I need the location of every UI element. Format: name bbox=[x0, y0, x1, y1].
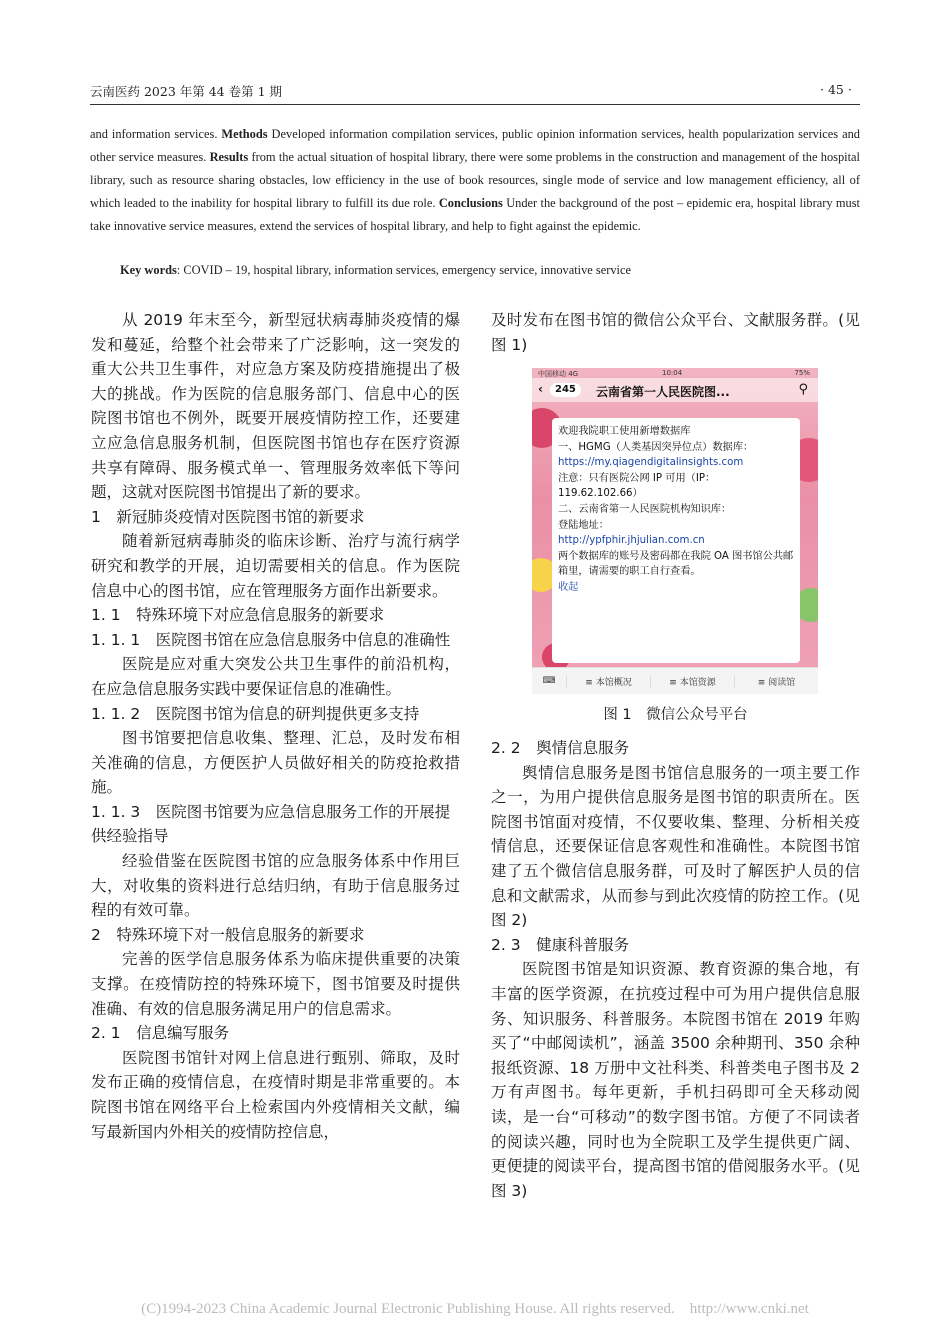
section-2-3-paragraph: 医院图书馆是知识资源、教育资源的集合地，有丰富的医学资源，在抗疫过程中可为用户提供信息服务、知识服务、科普服务。本院图书馆在 2019 年购买了“中邮阅读机”，涵盖 3500 余种期刊、350 余种报纸资源、18 万册中文社科类、科普类电子图书及 2 万有声图书。每年更新，手机扫码即可全天移动阅读，是一台“可移动”的数字图书馆。方便了不同读者的阅读兴趣，同时也为全院职工及学生提供更广阔、更便捷的阅读平台，提高图书馆的借阅服务水平。(见图 3) bbox=[491, 960, 860, 1200]
menu-item-reading[interactable]: ≡ 阅读馆 bbox=[734, 675, 818, 688]
section-2-1-heading: 2. 1 信息编写服务 bbox=[91, 1024, 230, 1043]
menu-item-resources[interactable]: ≡ 本馆资源 bbox=[650, 675, 734, 688]
section-1-paragraph: 随着新冠病毒肺炎的临床诊断、治疗与流行病学研究和教学的开展，迫切需要相关的信息。作为医院信息中心的图书馆，应在管理服务方面作出新要求。 bbox=[91, 532, 460, 600]
section-1-heading: 1 新冠肺炎疫情对医院图书馆的新要求 bbox=[91, 507, 365, 526]
keywords-label: Key words bbox=[120, 263, 177, 277]
section-1-1-3-paragraph: 经验借鉴在医院图书馆的应急服务体系中作用巨大，对收集的资料进行总结归纳，有助于信息服务过程的有效可靠。 bbox=[91, 852, 460, 920]
wechat-menu-bar bbox=[532, 667, 818, 694]
methods-label: Methods bbox=[221, 127, 268, 141]
collapse-link[interactable]: 收起 bbox=[558, 581, 579, 593]
section-2-2-heading: 2. 2 舆情信息服务 bbox=[491, 739, 630, 757]
profile-icon[interactable]: ⚲ bbox=[798, 382, 808, 397]
section-2-3-heading: 2. 3 健康科普服务 bbox=[491, 935, 630, 954]
keywords-text: : COVID – 19, hospital library, information services, emergency service, innovative service bbox=[176, 263, 631, 277]
msg-line: 注意：只有医院公网 IP 可用（IP：119.62.102.66） bbox=[558, 472, 716, 500]
section-2-1-paragraph: 医院图书馆针对网上信息进行甄别、筛取，及时发布正确的疫情信息，在疫情时期是非常重要的。本院图书馆在网络平台上检索国内外疫情相关文献，编写最新国内外相关的疫情防控信息， bbox=[91, 1048, 460, 1141]
msg-line: 两个数据库的账号及密码都在我院 OA 图书馆公共邮箱里，请需要的职工自行查看。 bbox=[558, 550, 794, 578]
figure-1-wechat-screenshot bbox=[532, 368, 818, 694]
abstract-en bbox=[90, 123, 860, 238]
message-bubble bbox=[552, 418, 800, 663]
unread-count-badge[interactable]: 245 bbox=[550, 383, 581, 397]
msg-link[interactable]: https://my.qiagendigitalinsights.com bbox=[558, 457, 744, 469]
msg-line: 一、HGMG（人类基因突异位点）数据库： bbox=[558, 441, 754, 453]
back-icon[interactable]: ‹ bbox=[538, 382, 543, 396]
continued-paragraph: 及时发布在图书馆的微信公众平台、文献服务群。(见图 1) bbox=[491, 311, 860, 354]
section-1-1-2-paragraph: 图书馆要把信息收集、整理、汇总，及时发布相关准确的信息，方便医护人员做好相关的防疫抢救措施。 bbox=[91, 729, 460, 797]
section-1-1-heading: 1. 1 特殊环境下对应急信息服务的新要求 bbox=[91, 606, 385, 625]
msg-line: 登陆地址： bbox=[558, 519, 609, 531]
results-text: from the actual situation of hospital library, there were some problems in the construction and management of the hospital library, such as resource sharing obstacles, low efficiency in the use of book resources, single mode of service and low management efficiency, all of which leaded to the inability for hospital library to fulfill its due role. bbox=[90, 150, 860, 210]
menu-item-overview[interactable]: ≡ 本馆概况 bbox=[566, 675, 650, 688]
journal-header: 云南医药 2023 年第 44 卷第 1 期 bbox=[90, 84, 283, 99]
left-column bbox=[91, 308, 460, 1144]
conclusions-label: Conclusions bbox=[438, 196, 503, 210]
page-number: · 45 · bbox=[820, 82, 852, 97]
section-1-1-2-heading: 1. 1. 2 医院图书馆为信息的研判提供更多支持 bbox=[91, 704, 420, 723]
section-2-2-paragraph: 舆情信息服务是图书馆信息服务的一项主要工作之一，为用户提供信息服务是图书馆的职责所在。医院图书馆面对疫情，不仅要收集、整理、分析相关疫情信息，还要保证信息客观性和准确性。本院图书馆建了五个微信信息服务群，可及时了解医护人员的信息和文献需求，从而参与到此次疫情的防控工作。(见图 2) bbox=[491, 763, 860, 930]
intro-paragraph: 从 2019 年末至今，新型冠状病毒肺炎疫情的爆发和蔓延，给整个社会带来了广泛影响，这一突发的重大公共卫生事件，对应急方案及防疫措施提出了极大的挑战。作为医院的信息服务部门、信息中心的医院图书馆也不例外，既要开展疫情防控工作，还要建立应急信息服务机制，但医院图书馆也存在医疗资源共享有障碍、服务模式单一、管理服务效率低下等问题，这就对医院图书馆提出了新的要求。 bbox=[91, 311, 460, 502]
keyboard-icon[interactable]: ⌨ bbox=[542, 676, 556, 686]
section-1-1-3-heading: 1. 1. 3 医院图书馆要为应急信息服务工作的开展提供经验指导 bbox=[91, 802, 451, 846]
wechat-title-bar bbox=[532, 378, 818, 402]
section-1-1-1-paragraph: 医院是应对重大突发公共卫生事件的前沿机构，在应急信息服务实践中要保证信息的准确性。 bbox=[91, 655, 460, 698]
methods-text: Developed information compilation services, public opinion information services, health popularization services and other service measures. bbox=[90, 127, 860, 164]
msg-link[interactable]: http://ypfphir.jhjulian.com.cn bbox=[558, 535, 705, 547]
conclusions-text: Under the background of the post – epidemic era, hospital library must take innovative service measures, extend the services of hospital library, and help to fight against the epidemic. bbox=[90, 196, 860, 233]
keywords bbox=[120, 259, 631, 282]
section-2-paragraph: 完善的医学信息服务体系为临床提供重要的决策支撑。在疫情防控的特殊环境下，图书馆要及时提供准确、有效的信息服务满足用户的信息需求。 bbox=[91, 950, 460, 1018]
chat-title: 云南省第一人民医院图... bbox=[596, 385, 730, 399]
msg-line: 欢迎我院职工使用新增数据库 bbox=[558, 426, 691, 437]
results-label: Results bbox=[209, 150, 249, 164]
phone-status-bar bbox=[532, 368, 818, 378]
figure-1-caption: 图 1 微信公众号平台 bbox=[603, 707, 748, 723]
status-time: 10:04 bbox=[662, 369, 683, 377]
copyright-footer: (C)1994-2023 China Academic Journal Electronic Publishing House. All rights reserved. http://www.cnki.net bbox=[141, 1301, 809, 1317]
battery-text: 75% bbox=[794, 369, 810, 377]
section-2-heading: 2 特殊环境下对一般信息服务的新要求 bbox=[91, 925, 365, 944]
right-column-top bbox=[491, 308, 860, 357]
right-column-bottom bbox=[491, 736, 860, 1203]
header-rule bbox=[90, 104, 860, 105]
carrier-text: 中国移动 4G bbox=[538, 370, 579, 378]
abstract-intro: and information services. bbox=[90, 127, 222, 141]
msg-line: 二、云南省第一人民医院机构知识库： bbox=[558, 503, 732, 515]
section-1-1-1-heading: 1. 1. 1 医院图书馆在应急信息服务中信息的准确性 bbox=[91, 630, 451, 649]
